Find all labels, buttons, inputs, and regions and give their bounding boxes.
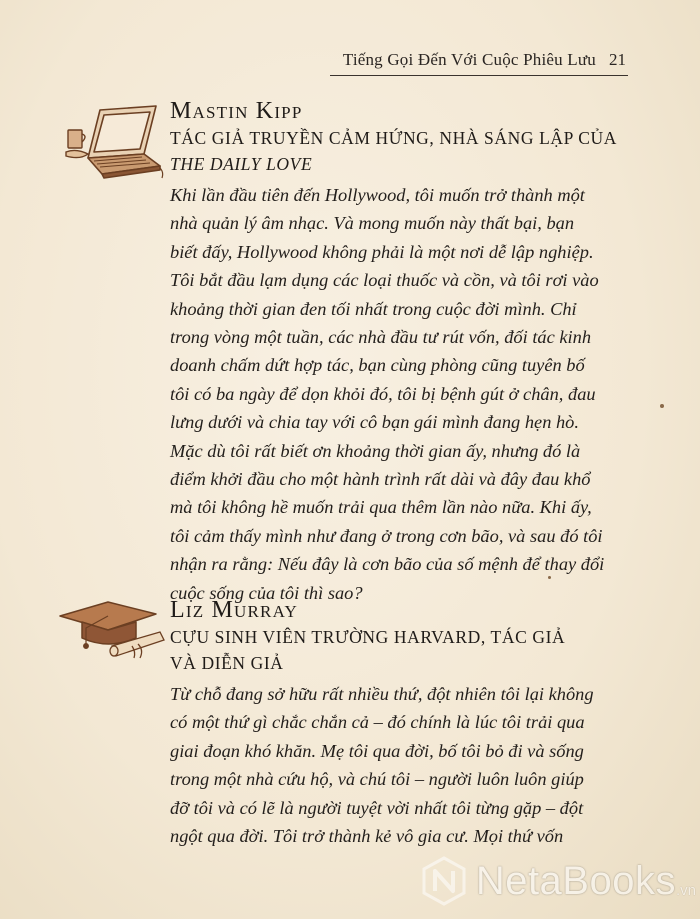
quote-line: giai đoạn khó khăn. Mẹ tôi qua đời, bố tôi bỏ đi và sống <box>170 740 584 761</box>
role-line: THE DAILY LOVE <box>170 154 313 174</box>
quote-line: lưng dưới và chia tay với cô bạn gái mình đang hẹn hò. <box>170 412 579 433</box>
quote-line: Tôi bắt đầu lạm dụng các loại thuốc và cồn, và tôi rơi vào <box>170 270 599 291</box>
quote-line: điểm khởi đầu cho một hành trình rất dài và đây đau khổ <box>170 469 591 490</box>
quote-line: Khi lần đầu tiên đến Hollywood, tôi muốn trở thành một <box>170 185 585 205</box>
quote-line: Từ chỗ đang sở hữu rất nhiều thứ, đột nhiên tôi lại không <box>170 684 594 704</box>
quote-line: Mặc dù tôi rất biết ơn khoảng thời gian ấy, nhưng đó là <box>170 440 581 461</box>
entry-mastin-kipp <box>170 97 630 607</box>
watermark-tld: .vn <box>675 881 696 899</box>
quote-line: ngột qua đời. Tôi trở thành kẻ vô gia cư. Mọi thứ vốn <box>170 826 564 847</box>
graduation-cap-diploma-icon <box>56 598 168 668</box>
quote-line: trong một nhà cứu hộ, và chú tôi – người luôn luôn giúp <box>170 769 584 790</box>
quote-line: có một thứ gì chắc chắn cả – đó chính là lúc tôi trải qua <box>170 712 585 733</box>
quote <box>170 680 630 850</box>
quote-line: nhận ra rằng: Nếu đây là cơn bão của số mệnh để thay đổi <box>170 554 605 575</box>
person-role <box>170 624 630 676</box>
quote-line: mà tôi không hề muốn trải qua thêm lần nào nữa. Khi ấy, <box>170 497 592 518</box>
quote-line: doanh chấm dứt hợp tác, bạn cùng phòng cũng tuyên bố <box>170 355 585 376</box>
quote-line: biết đấy, Hollywood không phải là một nơi dễ lập nghiệp. <box>170 241 594 262</box>
quote-line: cuộc sống của tôi thì sao? <box>170 582 363 603</box>
quote-line: đỡ tôi và có lẽ là người tuyệt vời nhất tôi từng gặp – đột <box>170 797 584 818</box>
person-name: Liz Murray <box>170 597 298 623</box>
paper-speck <box>548 576 551 579</box>
quote-line: nhà quản lý âm nhạc. Và mong muốn này thất bại, bạn <box>170 213 575 234</box>
quote <box>170 181 630 607</box>
chapter-title: Tiếng Gọi Đến Với Cuộc Phiêu Lưu <box>342 50 596 69</box>
quote-line: trong vòng một tuần, các nhà đầu tư rút vốn, đối tác kinh <box>170 327 592 348</box>
watermark <box>418 853 696 909</box>
paper-speck <box>660 404 664 408</box>
quote-line: khoảng thời gian đen tối nhất trong cuộc đời mình. Chỉ <box>170 298 577 319</box>
header-rule <box>330 75 628 76</box>
watermark-brand: NetaBooks <box>475 858 676 903</box>
quote-line: tôi cảm thấy mình như đang ở trong cơn bão, và sau đó tôi <box>170 525 603 546</box>
entry-liz-murray <box>170 596 630 850</box>
role-line: VÀ DIỄN GIẢ <box>170 653 284 673</box>
role-line: TÁC GIẢ TRUYỀN CẢM HỨNG, NHÀ SÁNG LẬP CỦA <box>170 128 618 148</box>
quote-line: tôi có ba ngày để dọn khỏi đó, tôi bị bệnh gút ở chân, đau <box>170 383 596 404</box>
person-role <box>170 125 630 177</box>
role-line: CỰU SINH VIÊN TRƯỜNG HARVARD, TÁC GIẢ <box>170 627 566 647</box>
netabooks-logo-icon <box>418 855 470 907</box>
running-header <box>0 42 700 76</box>
laptop-icon <box>64 104 164 180</box>
page-number: 21 <box>609 50 626 69</box>
person-name: Mastin Kipp <box>170 98 303 124</box>
